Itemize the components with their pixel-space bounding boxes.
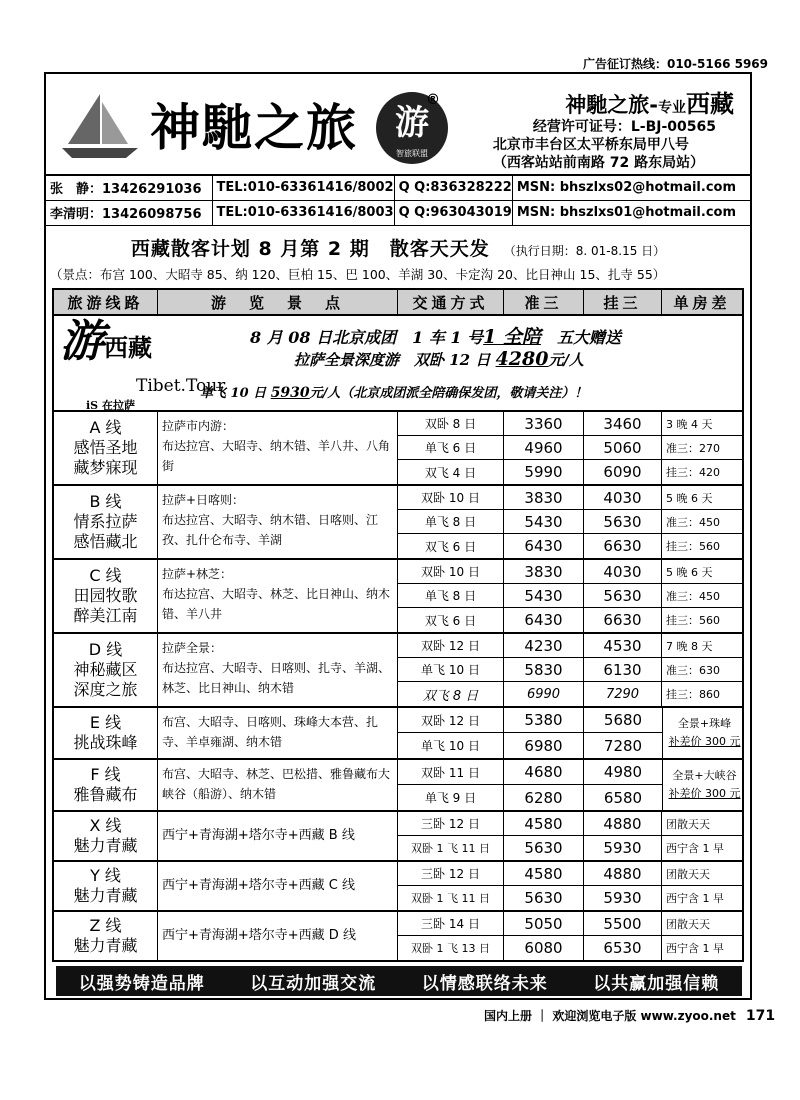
route-sights	[158, 912, 398, 960]
route-title: 神秘藏区	[73, 660, 138, 679]
transport: 双卧 12 日	[398, 634, 504, 657]
header-route: 旅游线路	[54, 290, 158, 314]
route-code: B 线	[89, 492, 122, 511]
price-row	[398, 634, 742, 658]
slogan-item: 以情感联络未来	[421, 973, 548, 994]
price-row	[398, 682, 742, 706]
price-hang: 6630	[584, 534, 662, 558]
single-supplement: 准三：630	[666, 663, 720, 677]
route-table	[52, 288, 744, 962]
tour-logo-lasa: iS 在拉萨	[86, 399, 135, 412]
brand-title	[565, 84, 734, 119]
price-std: 6990	[504, 682, 584, 706]
banner-line1c: 五大赠送	[540, 328, 621, 347]
route-sights-head: 拉萨+日喀则：	[162, 493, 245, 507]
single-supplement: 挂三：560	[666, 540, 720, 553]
route-e	[54, 708, 742, 760]
route-name	[54, 862, 158, 910]
seal-char: 游	[395, 103, 429, 143]
contact-msn: MSN: bhszlxs01@hotmail.com	[512, 200, 750, 225]
route-sights-list: 布达拉宫、大昭寺、林芝、比日神山、纳木错、羊八井	[162, 587, 391, 621]
price-row	[398, 785, 662, 810]
price-row	[398, 510, 742, 534]
transport: 单飞 8 日	[398, 510, 504, 533]
price-std: 4580	[504, 862, 584, 885]
transport: 双卧 1 飞 11 日	[398, 886, 504, 910]
route-sights-list: 布达拉宫、大昭寺、日喀则、扎寺、羊湖、林芝、比日神山、纳木错	[162, 661, 391, 695]
transport: 双卧 10 日	[398, 560, 504, 583]
banner-price: 4280	[495, 348, 549, 370]
price-row	[398, 836, 742, 860]
route-sights	[158, 634, 398, 706]
route-sights	[158, 708, 398, 758]
route-sights-list: 西宁+青海湖+塔尔寺+西藏 D 线	[162, 928, 356, 943]
route-prices	[398, 760, 742, 810]
transport: 单飞 9 日	[398, 785, 504, 810]
single-supplement: 准三：450	[666, 589, 720, 603]
transport: 双卧 8 日	[398, 412, 504, 435]
price-std: 5430	[504, 510, 584, 533]
transport: 三卧 12 日	[398, 862, 504, 885]
transport: 双卧 1 飞 11 日	[398, 836, 504, 860]
price-hang: 5500	[584, 912, 662, 935]
transport: 双飞 6 日	[398, 534, 504, 558]
price-hang: 5930	[584, 886, 662, 910]
route-sights-head: 拉萨+林芝：	[162, 567, 233, 581]
ad-frame	[44, 72, 752, 1000]
route-name	[54, 708, 158, 758]
price-hang: 7290	[584, 682, 662, 706]
single-supplement: 团散天天	[666, 867, 710, 881]
route-prices	[398, 708, 742, 758]
price-std: 3360	[504, 412, 584, 435]
footer-text: 国内上册 ｜ 欢迎浏览电子版 www.zyoo.net	[484, 1009, 736, 1023]
single-supplement: 准三：270	[666, 441, 720, 455]
single-supplement: 7 晚 8 天	[666, 639, 713, 653]
route-code: E 线	[89, 713, 122, 732]
price-std: 4580	[504, 812, 584, 835]
slogan-item: 以共赢加强信赖	[593, 973, 720, 994]
price-row	[398, 862, 742, 886]
route-prices	[398, 912, 742, 960]
price-std: 5430	[504, 584, 584, 607]
brand-dash: -	[649, 93, 658, 117]
price-std: 6280	[504, 785, 584, 810]
route-prices	[398, 412, 742, 484]
price-std: 5630	[504, 836, 584, 860]
contact-row	[46, 175, 750, 200]
price-std: 6980	[504, 733, 584, 758]
banner-line2c: 元/人	[548, 351, 584, 369]
route-title: 深度之旅	[73, 680, 138, 699]
route-d	[54, 634, 742, 708]
price-row	[398, 708, 662, 733]
price-std: 6080	[504, 936, 584, 960]
route-a	[54, 412, 742, 486]
contact-tel: TEL:010-63361416/8003	[212, 200, 394, 225]
price-hang: 6530	[584, 936, 662, 960]
route-x	[54, 812, 742, 862]
price-hang: 4030	[584, 560, 662, 583]
banner-line1b: 1 全陪	[483, 326, 541, 348]
price-hang: 7280	[603, 736, 643, 755]
route-sights-list: 布宫、大昭寺、林芝、巴松措、雅鲁藏布大峡谷（船游）、纳木错	[162, 767, 391, 801]
route-code: F 线	[90, 765, 121, 784]
price-std: 5990	[504, 460, 584, 484]
price-row	[398, 534, 742, 558]
banner-line3c: 元/人（北京成团派全陪确保发团，敬请关注）！	[309, 386, 588, 401]
price-hang: 5680	[603, 711, 643, 729]
plan-title-text: 西藏散客计划 8 月第 2 期 散客天天发	[130, 238, 490, 260]
tour-logo-en: Tibet.Tour	[136, 376, 226, 396]
route-code: D 线	[88, 640, 123, 659]
route-code: X 线	[89, 816, 122, 835]
route-title: 藏梦寐现	[73, 458, 138, 477]
price-hang: 6630	[584, 608, 662, 632]
scenic-prices: （景点：布宫 100、大昭寺 85、纳 120、巨柏 15、巴 100、羊湖 30、卡定沟 20、比日神山 15、扎寺 55）	[50, 267, 666, 282]
route-sights	[158, 812, 398, 860]
route-title: 醉美江南	[73, 606, 138, 625]
route-sights-list: 布达拉宫、大昭寺、纳木错、羊八井、八角街	[162, 439, 391, 473]
tibet-tour-logo	[60, 316, 226, 412]
banner-line3a: 单飞 10 日	[200, 386, 267, 401]
route-name	[54, 812, 158, 860]
route-prices	[398, 634, 742, 706]
single-supplement: 西宁含 1 早	[666, 842, 724, 855]
contact-tel: TEL:010-63361416/8002	[212, 175, 394, 200]
route-prices	[398, 862, 742, 910]
route-title: 魅力青藏	[73, 836, 138, 855]
route-f	[54, 760, 742, 812]
logo-text: 神馳之旅	[150, 98, 358, 157]
price-std: 6430	[504, 608, 584, 632]
note-text: 补差价 300 元	[668, 787, 741, 800]
transport: 单飞 10 日	[398, 658, 504, 681]
price-hang: 4980	[603, 763, 643, 781]
single-supplement: 西宁含 1 早	[666, 942, 724, 955]
note-text: 补差价 300 元	[668, 735, 741, 748]
contact-name: 李清明：13426098756	[46, 200, 212, 225]
price-row	[398, 812, 742, 836]
license-number: 经营许可证号：L-BJ-00565	[532, 119, 716, 135]
single-supplement: 挂三：420	[666, 466, 720, 479]
price-std: 4960	[504, 436, 584, 459]
route-name	[54, 560, 158, 632]
contact-qq: Q Q:963043019	[394, 200, 512, 225]
route-y	[54, 862, 742, 912]
company-info	[493, 118, 716, 172]
price-hang: 5630	[584, 510, 662, 533]
transport: 双卧 12 日	[398, 708, 504, 732]
price-std: 6430	[504, 534, 584, 558]
route-title: 挑战珠峰	[73, 733, 138, 752]
single-supplement: 挂三：560	[666, 614, 720, 627]
banner-line1a: 8 月 08 日北京成团 1 车 1 号	[250, 328, 484, 347]
registered-mark: ®	[426, 92, 440, 108]
route-title: 感悟藏北	[73, 532, 138, 551]
brand-sub: 专业	[658, 100, 686, 116]
price-hang: 4880	[584, 862, 662, 885]
route-c	[54, 560, 742, 634]
price-std: 5830	[504, 658, 584, 681]
transport: 三卧 12 日	[398, 812, 504, 835]
price-row	[398, 760, 662, 785]
table-header	[54, 290, 742, 316]
route-title: 感悟圣地	[73, 438, 138, 457]
route-title: 雅鲁藏布	[73, 785, 138, 804]
price-hang: 5060	[584, 436, 662, 459]
header-transport: 交通方式	[398, 290, 504, 314]
banner-line-1	[250, 322, 621, 349]
single-supplement: 西宁含 1 早	[666, 892, 724, 905]
price-hang: 5630	[584, 584, 662, 607]
route-code: Y 线	[90, 866, 121, 885]
contact-qq: Q Q:836328222	[394, 175, 512, 200]
route-name	[54, 760, 158, 810]
single-supplement: 挂三：860	[666, 688, 720, 701]
slogan-bar	[56, 966, 742, 996]
transport: 单飞 8 日	[398, 584, 504, 607]
price-rows	[398, 708, 662, 758]
route-prices	[398, 812, 742, 860]
route-sights	[158, 560, 398, 632]
transport: 双飞 8 日	[398, 682, 504, 706]
price-row	[398, 560, 742, 584]
promo-banner	[54, 316, 742, 412]
price-std: 4680	[504, 760, 584, 784]
page-footer	[484, 1007, 775, 1024]
header-sights: 游 览 景 点	[158, 290, 398, 314]
price-hang: 4530	[584, 634, 662, 657]
route-b	[54, 486, 742, 560]
brand-name: 神馳之旅	[565, 93, 650, 117]
note-text: 全景+珠峰	[677, 717, 732, 730]
banner-line-3	[200, 382, 587, 401]
price-hang: 4880	[584, 812, 662, 835]
note-text: 全景+大峡谷	[672, 769, 737, 782]
seal-sub: 智旅联盟	[396, 149, 428, 158]
contact-table	[46, 174, 750, 226]
single-supplement: 5 晚 6 天	[666, 565, 713, 579]
transport: 双卧 1 飞 13 日	[398, 936, 504, 960]
route-sights-list: 布宫、大昭寺、日喀则、珠峰大本营、扎寺、羊卓雍湖、纳木错	[162, 715, 379, 749]
price-std: 5630	[504, 886, 584, 910]
price-std: 3830	[504, 486, 584, 509]
route-name	[54, 486, 158, 558]
slogan-item: 以强势铸造品牌	[78, 973, 205, 994]
route-sights	[158, 486, 398, 558]
transport: 单飞 10 日	[398, 733, 504, 758]
contact-msn: MSN: bhszlxs02@hotmail.com	[512, 175, 750, 200]
price-row	[398, 584, 742, 608]
price-row	[398, 608, 742, 632]
price-std: 4230	[504, 634, 584, 657]
single-supplement: 5 晚 6 天	[666, 491, 713, 505]
route-sights	[158, 760, 398, 810]
single-supplement: 团散天天	[666, 817, 710, 831]
route-note	[662, 708, 742, 758]
slogan-item: 以互动加强交流	[250, 973, 377, 994]
price-hang: 6090	[584, 460, 662, 484]
route-name	[54, 912, 158, 960]
logo-area	[46, 74, 496, 172]
route-code: A 线	[89, 418, 122, 437]
route-sights	[158, 862, 398, 910]
single-supplement: 团散天天	[666, 917, 710, 931]
tour-logo-xz: 西藏	[104, 333, 152, 362]
transport: 双卧 11 日	[398, 760, 504, 784]
address: 北京市丰台区太平桥东局甲八号	[492, 137, 689, 153]
price-hang: 5930	[584, 836, 662, 860]
route-prices	[398, 486, 742, 558]
sail-logo-icon	[60, 92, 140, 162]
price-row	[398, 412, 742, 436]
tour-logo-char: 游	[60, 316, 104, 367]
route-note	[662, 760, 742, 810]
header-single: 单房差	[673, 293, 731, 312]
price-rows	[398, 760, 662, 810]
transport: 单飞 6 日	[398, 436, 504, 459]
contact-name: 张 静：13426291036	[46, 175, 212, 200]
banner-price-2: 5930	[270, 385, 310, 401]
price-row	[398, 886, 742, 910]
price-row	[398, 733, 662, 758]
contact-row	[46, 200, 750, 225]
header-std: 准三	[504, 290, 584, 314]
route-sights-head: 拉萨全景：	[162, 641, 223, 655]
price-std: 5050	[504, 912, 584, 935]
single-supplement: 准三：450	[666, 515, 720, 529]
brand-tibet: 西藏	[686, 89, 734, 118]
price-hang: 4030	[584, 486, 662, 509]
route-title: 田园牧歌	[73, 586, 138, 605]
plan-title	[46, 234, 750, 261]
transport: 双飞 4 日	[398, 460, 504, 484]
price-row	[398, 936, 742, 960]
address-detail: （西客站站前南路 72 路东局站）	[492, 155, 705, 171]
route-title: 魅力青藏	[73, 936, 138, 955]
price-row	[398, 912, 742, 936]
price-hang: 6130	[584, 658, 662, 681]
route-sights-list: 西宁+青海湖+塔尔寺+西藏 B 线	[162, 828, 355, 843]
page-number: 171	[745, 1008, 776, 1024]
route-sights-list: 布达拉宫、大昭寺、纳木错、日喀则、江孜、扎什仑布寺、羊湖	[162, 513, 379, 547]
banner-line-2	[294, 348, 584, 370]
plan-dates: （执行日期：8. 01-8.15 日）	[509, 244, 666, 258]
route-sights	[158, 412, 398, 484]
price-row	[398, 658, 742, 682]
price-row	[398, 436, 742, 460]
single-supplement: 3 晚 4 天	[666, 417, 713, 431]
price-row	[398, 486, 742, 510]
transport: 双卧 10 日	[398, 486, 504, 509]
route-sights-head: 拉萨市内游：	[162, 419, 235, 433]
route-code: Z 线	[89, 916, 122, 935]
route-z	[54, 912, 742, 960]
price-hang: 3460	[584, 412, 662, 435]
header-hang: 挂三	[584, 290, 662, 314]
route-code: C 线	[89, 566, 122, 585]
ad-hotline: 广告征订热线：010-5166 5969	[582, 57, 768, 71]
banner-line2a: 拉萨全景深度游 双卧 12 日	[294, 351, 491, 369]
route-title: 魅力青藏	[73, 886, 138, 905]
price-row	[398, 460, 742, 484]
route-title: 情系拉萨	[73, 512, 138, 531]
transport: 三卧 14 日	[398, 912, 504, 935]
price-std: 3830	[504, 560, 584, 583]
price-std: 5380	[504, 708, 584, 732]
price-hang: 6580	[603, 788, 643, 807]
route-prices	[398, 560, 742, 632]
route-sights-list: 西宁+青海湖+塔尔寺+西藏 C 线	[162, 878, 356, 893]
transport: 双飞 6 日	[398, 608, 504, 632]
route-name	[54, 634, 158, 706]
